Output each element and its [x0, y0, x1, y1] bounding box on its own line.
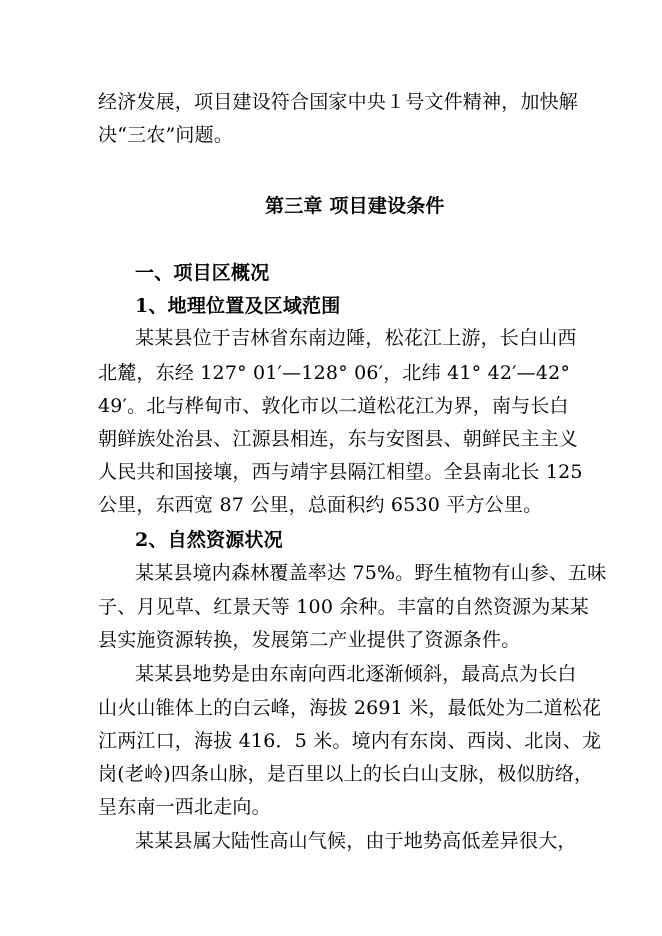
paragraph-terrain-line-3: 江两江口，海拔 416．5 米。境内有东岗、西岗、北岗、龙 [98, 730, 602, 752]
paragraph-terrain-line-2: 山火山锥体上的白云峰，海拔 2691 米，最低处为二道松花 [98, 697, 602, 719]
section-title: 一、项目区概况 [135, 262, 270, 284]
paragraph-resources-line-3: 县实施资源转换，发展第二产业提供了资源条件。 [98, 629, 521, 651]
paragraph-location-line-4: 朝鲜族处治县、江源县相连，东与安图县、朝鲜民主主义 [98, 428, 579, 450]
paragraph-terrain-line-1: 某某县地势是由东南向西北逐渐倾斜，最高点为长白 [135, 663, 577, 685]
paragraph-location-line-3: 49′。北与桦甸市、敦化市以二道松花江为界，南与长白 [98, 395, 569, 417]
paragraph-terrain-line-5: 呈东南一西北走向。 [98, 796, 271, 818]
paragraph-location-line-2: 北麓，东经 127° 01′—128° 06′，北纬 41° 42′—42° [98, 362, 571, 384]
paragraph-location-line-5: 人民共和国接壤，西与靖宇县隔江相望。全县南北长 125 [98, 461, 583, 483]
subsection-title-location: 1、地理位置及区域范围 [135, 295, 341, 317]
intro-line-1: 经济发展，项目建设符合国家中央１号文件精神，加快解 [98, 91, 579, 113]
paragraph-terrain-line-4: 岗(老岭)四条山脉，是百里以上的长白山支脉，极似肪络， [98, 763, 594, 785]
paragraph-resources-line-1: 某某县境内森林覆盖率达 75%。野生植物有山参、五味 [135, 562, 607, 584]
paragraph-location-line-1: 某某县位于吉林省东南边陲，松花江上游，长白山西 [135, 327, 577, 349]
subsection-title-resources: 2、自然资源状况 [135, 529, 283, 551]
paragraph-resources-line-2: 子、月见草、红景天等 100 余种。丰富的自然资源为某某 [98, 596, 589, 618]
paragraph-climate-line-1: 某某县属大陆性高山气候，由于地势高低差异很大， [135, 830, 577, 852]
paragraph-location-line-6: 公里，东西宽 87 公里，总面积约 6530 平方公里。 [98, 494, 543, 516]
intro-line-2: 决“三农”问题。 [98, 124, 234, 146]
chapter-title: 第三章 项目建设条件 [265, 195, 445, 217]
